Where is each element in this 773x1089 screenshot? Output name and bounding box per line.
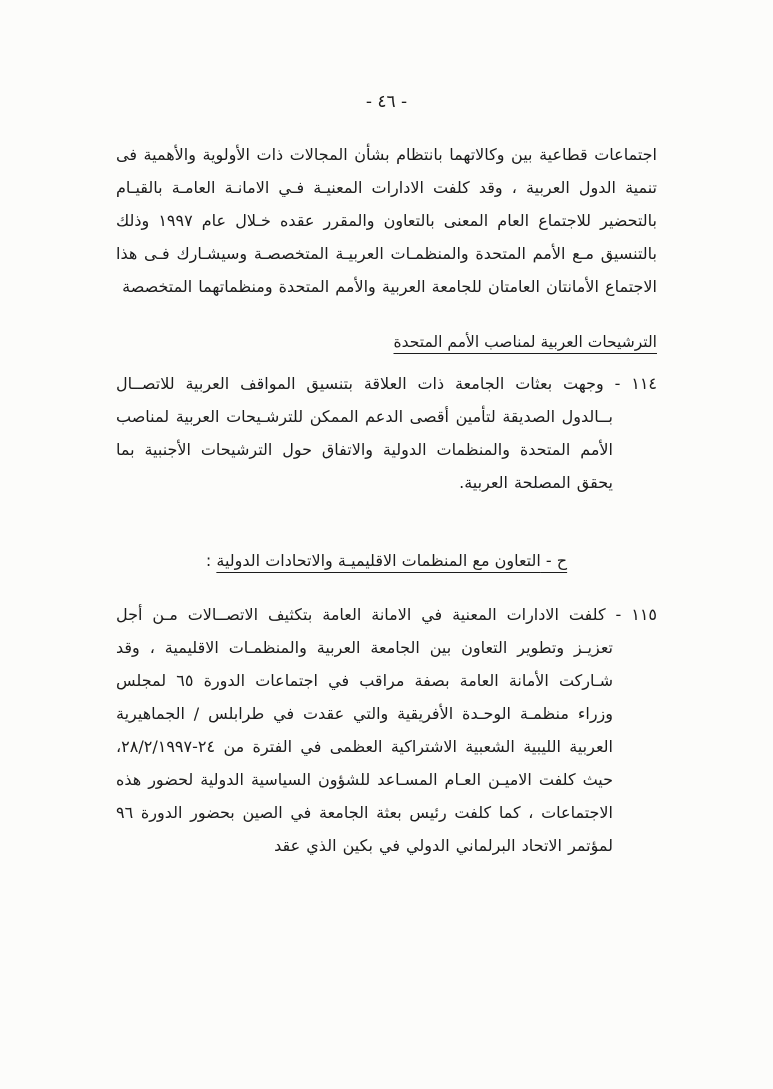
heading-cooperation-suffix: : [205,551,217,570]
list-item-114 [116,367,657,499]
page-number: - ٤٦ - [365,92,408,112]
page-content [116,92,657,862]
item-114-number: ١١٤ [631,374,657,393]
item-115-number: ١١٥ [631,605,658,624]
intro-paragraph: اجتماعات قطاعية بين وكالاتهما بانتظام بشأن المجالات ذات الأولوية والأهمية فى تنمية الدول العربية ، وقد كلفت الادارات المعنيـة فـي الامانـة العامـة بالقيـام بالتحضير للاجتماع العام المعنى بالتعاون والمقرر عقده خـلال عام ١٩٩٧ وذلك بالتنسيق مـع الأمم المتحدة والمنظمـات العربيـة المتخصصـة وسيشـارك فـى هذا الاجتماع الأمانتان العامتان للجامعة العربية والأمم المتحدة ومنظماتهما المتخصصة [116,145,658,296]
heading-cooperation-prefix: ح - [540,551,568,570]
list-item-115 [116,598,657,862]
heading-cooperation [116,551,657,570]
heading-cooperation-text: التعاون مع المنظمات الاقليميـة والاتحادات الدولية [216,551,541,570]
item-114-text: - وجهت بعثات الجامعة ذات العلاقة بتنسيق المواقف العربية للاتصــال بــالدول الصديقة لتأمين أقصى الدعم الممكن للترشـيحات العربية لمناصب الأمم المتحدة والمنظمات الدولية والاتفاق حول الترشيحات الأجنبية بما يحقق المصلحة العربية. [116,374,621,492]
item-115-text: - كلفت الادارات المعنية في الامانة العامة بتكثيف الاتصــالات مـن أجل تعزيـز وتطوير التعاون بين الجامعة العربية والمنظمـات الاقليمية ، وقد شـاركت الأمانة العامة بصفة مراقب في اجتماعات الدورة ٦٥ لمجلس وزراء منظمـة الوحـدة الأفريقية والتي عقدت في طرابلس / الجماهيرية العربية الليبية الشعبية الاشتراكية العظمى في الفترة من ٢٤-٢٨/٢/١٩٩٧، حيث كلفت الاميـن العـام المسـاعد للشؤون السياسية الدولية لحضور هذه الاجتماعات ، كما كلفت رئيس بعثة الجامعة في الصين بحضور الدورة ٩٦ لمؤتمر الاتحاد البرلماني الدولي في بكين الذي عقد [116,605,622,855]
heading-un-nominations: الترشيحات العربية لمناصب الأمم المتحدة [393,333,657,351]
